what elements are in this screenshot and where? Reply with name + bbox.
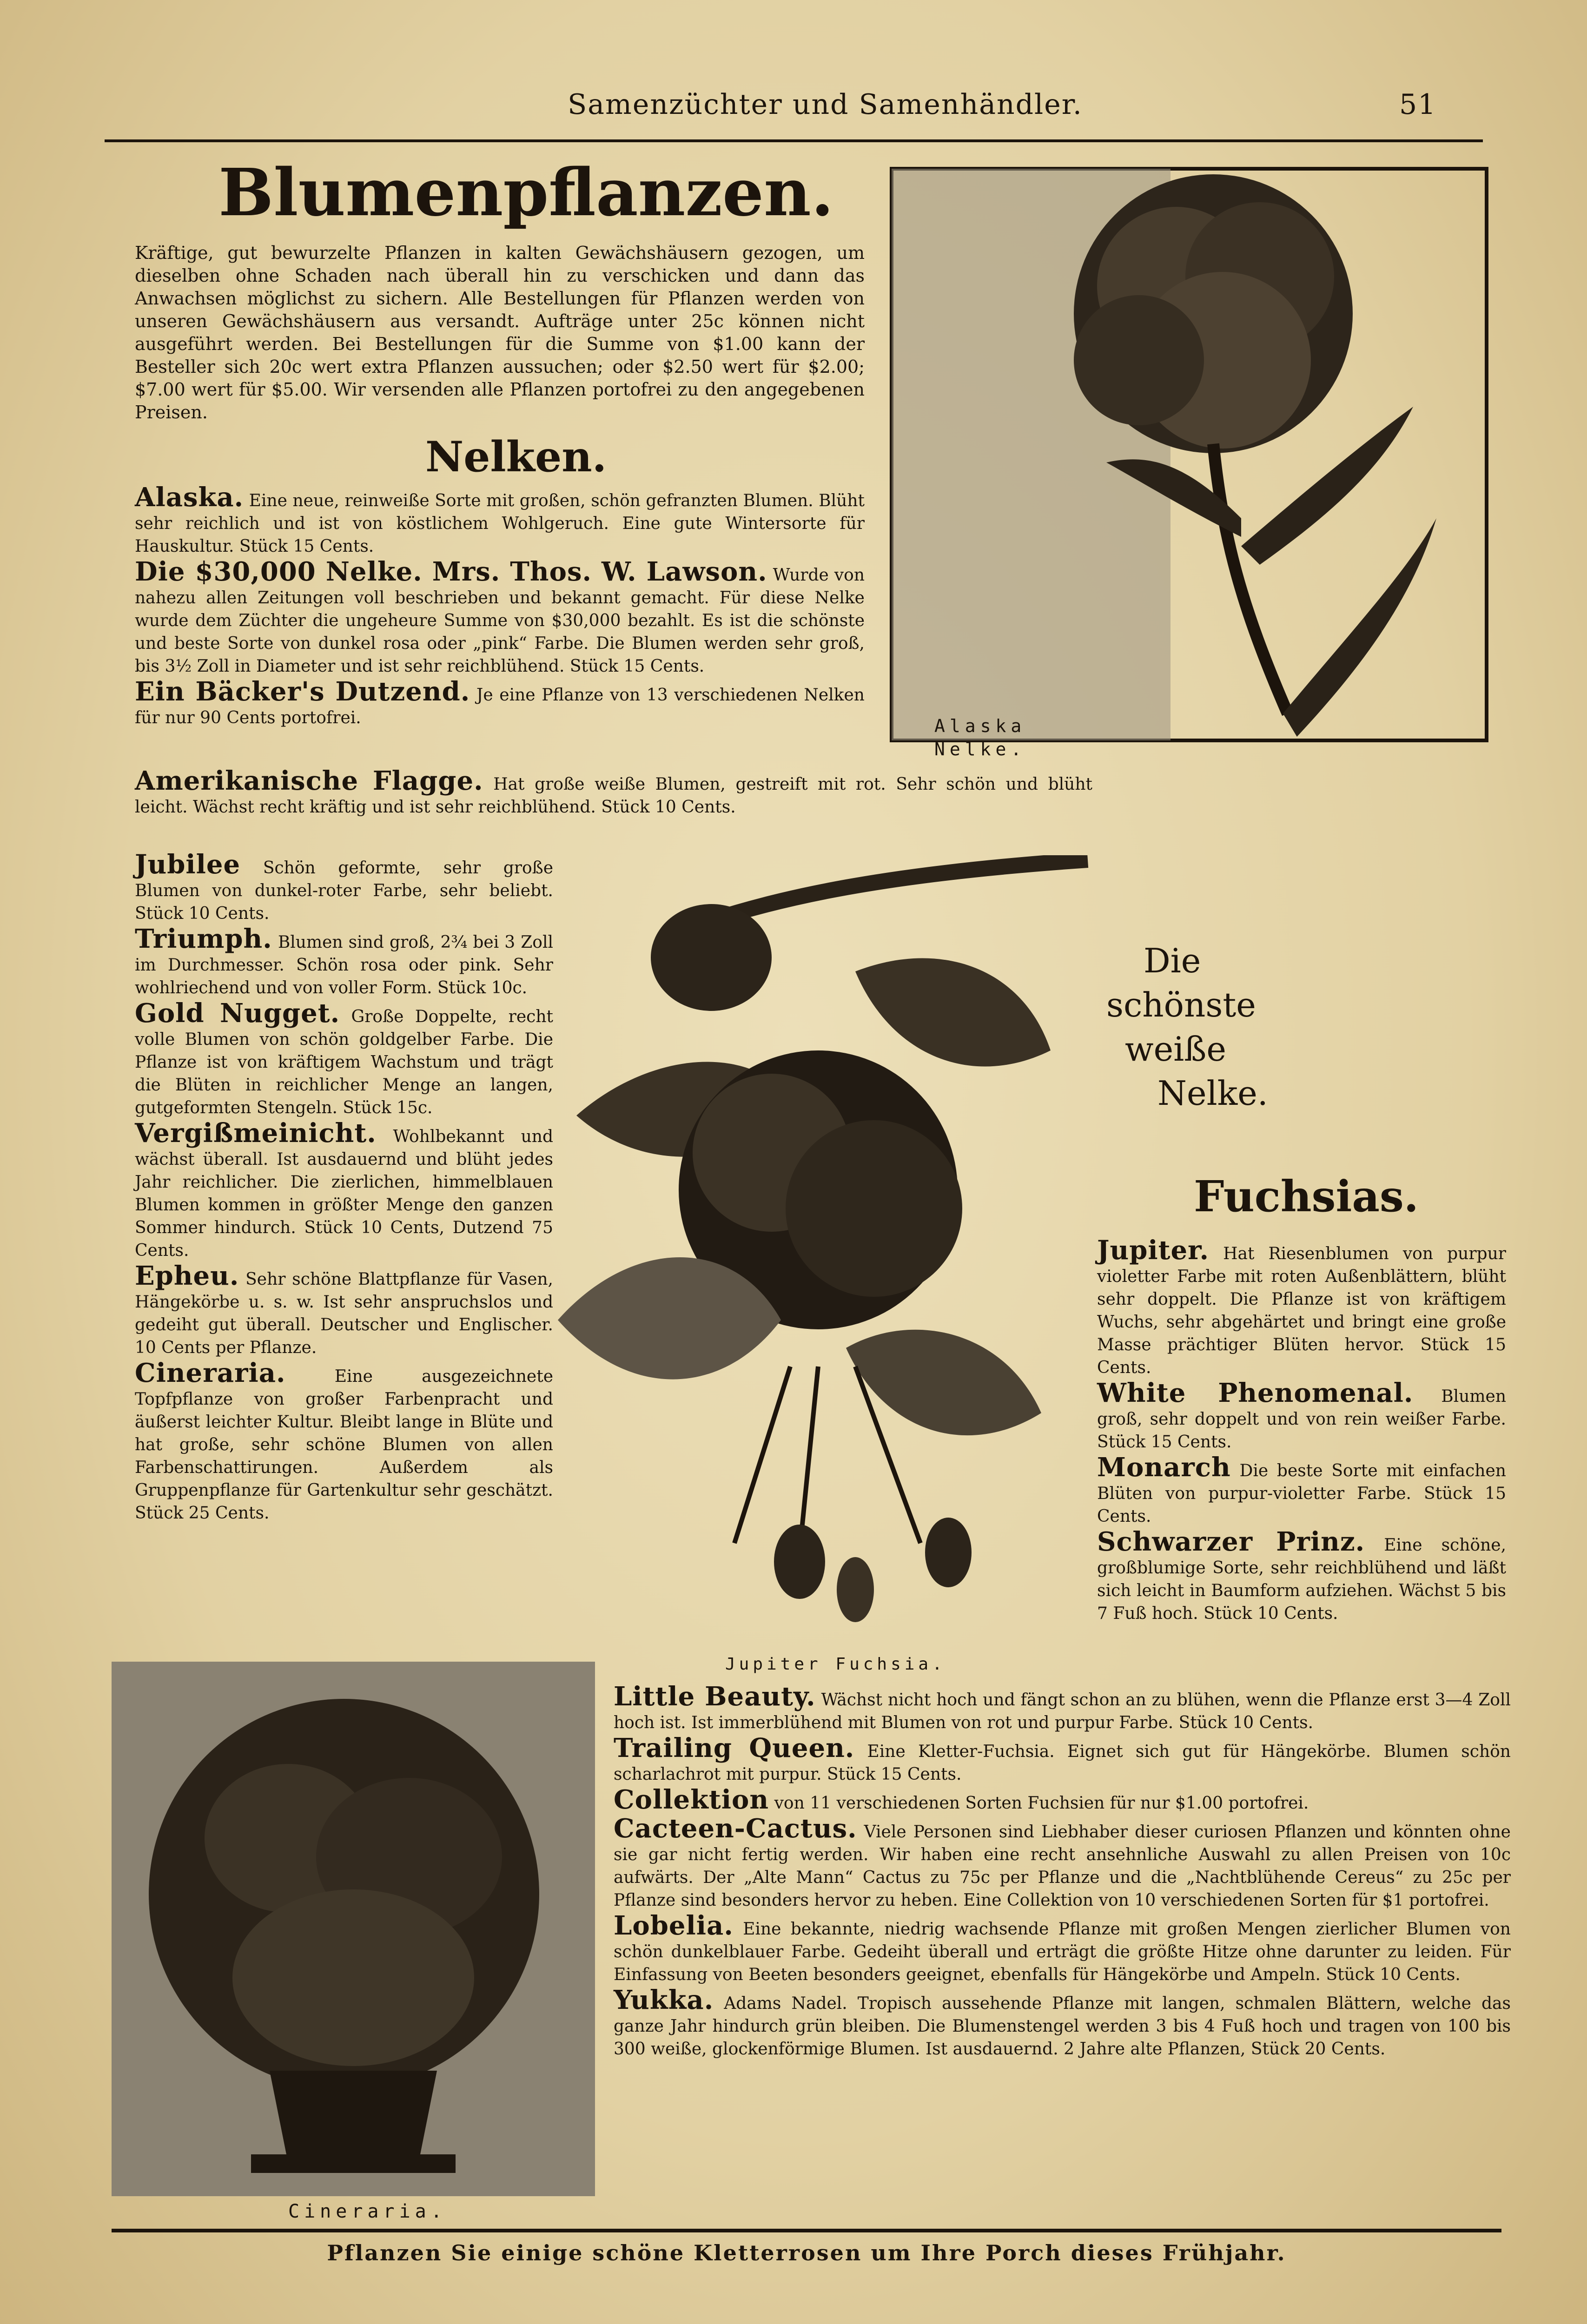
item-little-beauty	[614, 1683, 1511, 1734]
item-yukka	[614, 1986, 1511, 2060]
intro-paragraph: Kräftige, gut bewurzelte Pflanzen in kalten Gewächshäusern gezogen, um dieselben ohne Schaden nach überall hin zu verschicken und dann das Anwachsen möglichst zu sichern. Alle Bestellungen für Pflanzen werden von unseren Gewächshäusern aus versandt. Aufträge unter 25c können nicht ausgeführt werden. Bei Bestellungen für die Summe von $1.00 kann der Besteller sich 20c wert extra Pflanzen aussuchen; oder $2.50 wert für $2.00; $7.00 wert für $5.00. Wir versenden alle Pflanzen portofrei zu den angegebenen Preisen.	[135, 243, 865, 423]
item-text: Wurde von nahezu allen Zeitungen voll beschrieben und bekannt gemacht. Für diese Nelke wurde dem Züchter die ungeheure Summe von $30,000 bezahlt. Es ist die schönste und beste Sorte von dunkel rosa oder „pink“ Farbe. Die Blumen werden sehr groß, bis 3½ Zoll in Diameter und ist sehr reichblühend. Stück 15 Cents.	[135, 566, 865, 676]
nelken-list-narrow	[135, 851, 553, 1525]
carnation-caption-line-4: Nelke.	[1157, 1074, 1268, 1113]
item-name: Vergißmeinicht.	[135, 1118, 377, 1149]
item-text: Blumen groß, sehr doppelt und von rein weißer Farbe. Stück 15 Cents.	[1097, 1387, 1506, 1452]
item-text: Wohlbekannt und wächst überall. Ist ausdauernd und blüht jedes Jahr reichlicher. Die zierlichen, himmelblauen Blumen kommen in größter Menge den ganzen Sommer hindurch. Stück 10 Cents, Dutzend 75 Cents.	[135, 1127, 553, 1260]
item-text: Schön geformte, sehr große Blumen von dunkel-roter Farbe, sehr beliebt. Stück 10 Cents.	[135, 858, 553, 923]
item-name: Cineraria.	[135, 1358, 286, 1388]
item-baeckers-dutzend	[135, 678, 865, 729]
item-text: Eine Kletter-Fuchsia. Eignet sich gut für Hängekörbe. Blumen schön scharlachrot mit purpur. Stück 15 Cents.	[614, 1742, 1511, 1784]
item-name: Triumph.	[135, 924, 272, 954]
item-triumph	[135, 925, 553, 999]
nelken-list-wide	[135, 767, 1092, 819]
item-cineraria	[135, 1359, 553, 1525]
carnation-caption-line-1: Die	[1144, 941, 1201, 980]
item-gold-nugget	[135, 999, 553, 1119]
item-30000-nelke	[135, 558, 865, 678]
fuchsia-drawing	[558, 855, 1097, 1645]
page-title: Blumenpflanzen.	[218, 155, 834, 231]
item-monarch	[1097, 1453, 1506, 1528]
item-text: Eine neue, reinweiße Sorte mit großen, schön gefranzten Blumen. Blüht sehr reichlich und ist von köstlichem Wohlgeruch. Eine gute Wintersorte für Hauskultur. Stück 15 Cents.	[135, 491, 865, 556]
item-text: Adams Nadel. Tropisch aussehende Pflanze mit langen, schmalen Blättern, welche das ganze Jahr hindurch grün bleiben. Die Blumenstengel werden 3 bis 4 Fuß hoch und tragen von 100 bis 300 weiße, glockenförmige Blumen. Ist ausdauernd. 2 Jahre alte Pflanzen, Stück 20 Cents.	[614, 1994, 1511, 2059]
item-collektion	[614, 1786, 1511, 1815]
item-name: Yukka.	[614, 1985, 714, 2015]
item-text: Je eine Pflanze von 13 verschiedenen Nelken für nur 90 Cents portofrei.	[135, 686, 865, 727]
item-text: Große Doppelte, recht volle Blumen von schön goldgelber Farbe. Die Pflanze ist von kräftigem Wachstum und trägt die Blüten in reichlicher Menge an langen, gutgeformten Stengeln. Stück 15c.	[135, 1007, 553, 1117]
caption-cineraria: Cineraria.	[288, 2201, 447, 2222]
item-amerikanische-flagge	[135, 767, 1092, 819]
carnation-caption-line-3: weiße	[1125, 1030, 1226, 1069]
item-white-phenomenal	[1097, 1379, 1506, 1453]
item-text: von 11 verschiedenen Sorten Fuchsien für nur $1.00 portofrei.	[774, 1794, 1309, 1813]
item-name: Jubilee	[135, 849, 241, 880]
item-jubilee	[135, 851, 553, 925]
item-name: Epheu.	[135, 1261, 239, 1291]
section-heading-fuchsias: Fuchsias.	[1194, 1171, 1419, 1221]
section-heading-nelken: Nelken.	[425, 432, 607, 482]
item-text: Viele Personen sind Liebhaber dieser curiosen Pflanzen und könnten ohne sie gar nicht fertig werden. Wir haben eine recht ansehnliche Auswahl zu allen Preisen von 10c aufwärts. Der „Alte Mann“ Cactus zu 75c per Pflanze und die „Nachtblühende Cereus“ zu 25c per Pflanze sind besonders hervor zu heben. Eine Collektion von 10 verschiedenen Sorten für $1 portofrei.	[614, 1822, 1511, 1910]
caption-alaska-1: Alaska	[934, 716, 1026, 736]
nelken-list	[135, 483, 865, 729]
carnation-side-caption	[1106, 939, 1268, 1116]
item-alaska	[135, 483, 865, 558]
item-name: Collektion	[614, 1784, 769, 1815]
cineraria-drawing	[112, 1662, 595, 2196]
item-name: Die $30,000 Nelke. Mrs. Thos. W. Lawson.	[135, 556, 767, 587]
item-name: Gold Nugget.	[135, 998, 340, 1029]
item-name: Schwarzer Prinz.	[1097, 1526, 1365, 1557]
item-trailing-queen	[614, 1734, 1511, 1786]
item-name: Amerikanische Flagge.	[135, 766, 483, 796]
item-epheu	[135, 1262, 553, 1359]
item-vergissmeinicht	[135, 1119, 553, 1262]
item-jupiter	[1097, 1236, 1506, 1379]
item-text: Wächst nicht hoch und fängt schon an zu blühen, wenn die Pflanze erst 3—4 Zoll hoch ist. Ist immerblühend mit Blumen von rot und purpur Farbe. Stück 10 Cents.	[614, 1690, 1511, 1732]
item-text: Eine ausgezeichnete Topfpflanze von großer Farbenpracht und äußerst leichter Kultur. Bleibt lange in Blüte und hat große, sehr schöne Blumen von allen Farbenschattirungen. Außerdem als Gruppenpflanze für Gartenkultur sehr geschätzt. Stück 25 Cents.	[135, 1367, 553, 1523]
item-schwarzer-prinz	[1097, 1528, 1506, 1625]
item-text: Hat große weiße Blumen, gestreift mit rot. Sehr schön und blüht leicht. Wächst recht kräftig und ist sehr reichblühend. Stück 10 Cents.	[135, 775, 1093, 817]
caption-alaska-2: Nelke.	[934, 739, 1026, 759]
running-title: Samenzüchter und Samenhändler.	[568, 88, 1083, 121]
cineraria-illustration	[112, 1662, 595, 2196]
item-name: Trailing Queen.	[614, 1733, 855, 1763]
item-name: Cacteen-Cactus.	[614, 1813, 857, 1844]
fuchsias-list	[1097, 1236, 1506, 1625]
item-text: Blumen sind groß, 2¾ bei 3 Zoll im Durchmesser. Schön rosa oder pink. Sehr wohlriechend und von voller Form. Stück 10c.	[135, 933, 554, 997]
item-name: Monarch	[1097, 1452, 1231, 1483]
item-name: Ein Bäcker's Dutzend.	[135, 676, 470, 707]
item-cacteen-cactus	[614, 1815, 1511, 1912]
item-text: Eine schöne, großblumige Sorte, sehr reichblühend und läßt sich leicht in Baumform aufziehen. Wächst 5 bis 7 Fuß hoch. Stück 10 Cents.	[1097, 1536, 1507, 1623]
item-name: White Phenomenal.	[1097, 1378, 1414, 1408]
carnation-illustration	[888, 165, 1492, 746]
item-name: Alaska.	[135, 482, 244, 513]
item-text: Eine bekannte, niedrig wachsende Pflanze mit großen Mengen zierlicher Blumen von schön dunkelblauer Farbe. Gedeiht überall und erträgt die größte Hitze ohne darunter zu leiden. Für Einfassung von Beeten besonders geeignet, ebenfalls für Hängekörbe und Ampeln. Stück 10 Cents.	[614, 1920, 1511, 1984]
carnation-drawing	[888, 165, 1492, 746]
caption-jupiter-fuchsia: Jupiter Fuchsia.	[725, 1655, 946, 1674]
carnation-caption-line-2: schönste	[1106, 985, 1256, 1024]
item-lobelia	[614, 1912, 1511, 1986]
page-number: 51	[1399, 88, 1437, 121]
bottom-items-list	[614, 1683, 1511, 2060]
item-text: Sehr schöne Blattpflanze für Vasen, Hängekörbe u. s. w. Ist sehr anspruchslos und gedeiht gut überall. Deutscher und Englischer. 10 Cents per Pflanze.	[135, 1270, 553, 1357]
item-text: Die beste Sorte mit einfachen Blüten von purpur-violetter Farbe. Stück 15 Cents.	[1097, 1461, 1506, 1526]
footer-slogan: Pflanzen Sie einige schöne Kletterrosen um Ihre Porch dieses Frühjahr.	[327, 2240, 1286, 2265]
item-name: Jupiter.	[1097, 1235, 1209, 1266]
item-name: Little Beauty.	[614, 1681, 816, 1712]
fuchsia-illustration	[558, 855, 1097, 1645]
header-rule	[105, 139, 1483, 142]
item-text: Hat Riesenblumen von purpur violetter Farbe mit roten Außenblättern, blüht sehr doppelt. Die Pflanze ist von kräftigem Wuchs, sehr abgehärtet und bringt eine große Masse prächtiger Blüten hervor. Stück 15 Cents.	[1097, 1244, 1506, 1377]
item-name: Lobelia.	[614, 1910, 734, 1941]
footer-rule-top	[112, 2229, 1501, 2232]
